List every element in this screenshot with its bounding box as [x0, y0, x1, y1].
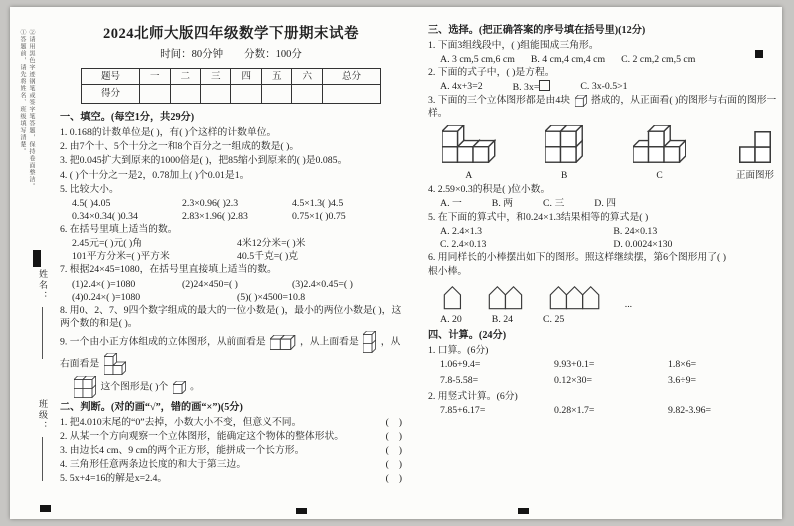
- oral-expr: 3.6÷9=: [668, 375, 697, 387]
- cube-view-top-icon: [363, 331, 376, 353]
- left-page: [60, 21, 402, 486]
- judge-text: 5. 5x+4=16的解是x=2.4。: [60, 473, 168, 485]
- score-header-cell: 三: [201, 69, 231, 85]
- front-view-label: 正面图形: [735, 170, 774, 181]
- fill-item-3: 3. 把0.045扩大到原来的1000倍是( )，把85缩小到原来的( )是0.085。: [60, 155, 348, 167]
- oral-expr: 7.8-5.58=: [440, 375, 479, 387]
- figure-label-a: A: [465, 170, 473, 181]
- time-score-line: 时间：80分钟 分数：100分: [160, 49, 302, 61]
- choice-q5: 5. 在下面的算式中，和0.24×1.3结果相等的算式是( ): [428, 211, 649, 223]
- choice-q3-text-b: 搭成的，从正面看( )的图形与右面的图形一样。: [428, 95, 777, 120]
- unit-expr: 40.5千克=( )克: [237, 251, 299, 263]
- compare-expr: 2.83×1.96( )2.83: [182, 210, 248, 222]
- answer-paren: ( ): [385, 473, 402, 485]
- answer-paren: ( ): [385, 430, 402, 442]
- oral-calc-row-1: [428, 358, 782, 371]
- judge-text: 4. 三角形任意两条边长度的和大于第三边。: [60, 459, 247, 471]
- vertical-expr: 7.85+6.17=: [440, 405, 486, 417]
- unit-expr: 2.45元=( )元( )角: [72, 238, 143, 250]
- choice-q3-figures: [442, 125, 774, 182]
- fill-item-8: 8. 用0、2、7、9四个数字组成的最大的一位小数是( )，最小的两位小数是( )，这两个数的和是( )。: [60, 304, 402, 329]
- answer-paren: ( ): [385, 416, 402, 428]
- compare-expr: 4.5( )4.05: [72, 197, 111, 209]
- compare-expr: 2.3×0.96( )2.3: [182, 197, 239, 209]
- judge-text: 3. 由边长4 cm、9 cm的两个正方形，能拼成一个长方形。: [60, 444, 305, 456]
- exam-title: 2024北师大版四年级数学下册期末试卷: [103, 26, 359, 42]
- cube-stack-b: [545, 125, 583, 163]
- option-b: B. 两: [491, 198, 514, 210]
- answer-paren: ( ): [385, 459, 402, 471]
- choice-q1: 1. 下面3组线段中，( )组能围成三角形。: [428, 39, 599, 51]
- compare-expr: 0.34×0.34( )0.34: [72, 210, 138, 222]
- option-a: A. 2.4×1.3: [440, 225, 482, 237]
- fill-item-2: 2. 由7个十、5个十分之一和8个百分之一组成的数是( )。: [60, 141, 300, 153]
- choice-q5-options-row2: [428, 238, 782, 251]
- oral-expr: 1.06+9.4=: [440, 359, 481, 371]
- name-field-line: [42, 307, 43, 359]
- score-empty-cell: [292, 85, 322, 104]
- option-c: C. 三: [543, 198, 565, 210]
- option-a: A. 4x+3=2: [440, 81, 483, 93]
- oral-expr: 9.93+0.1=: [554, 359, 595, 371]
- oral-calc-heading: 1. 口算。(6分): [428, 344, 489, 356]
- cube-diagram-c: [633, 125, 687, 182]
- derive-expr: (5)( )×4500=10.8: [237, 291, 306, 303]
- score-table-header-row: [82, 69, 381, 85]
- single-cube-icon: [173, 381, 186, 394]
- option-a: A. 3 cm,5 cm,6 cm: [440, 53, 515, 65]
- score-header-cell: 总分: [322, 69, 380, 85]
- score-header-cell: 四: [231, 69, 261, 85]
- cube-cluster-figure: [74, 376, 96, 398]
- compare-row-2: [60, 210, 402, 223]
- score-header-cell: 题号: [82, 69, 140, 85]
- ellipsis-text: ...: [624, 299, 633, 311]
- judge-text: 1. 把4.010末尾的“0”去掉，小数大小不变，但意义不同。: [60, 416, 302, 428]
- choice-q6-figures: [442, 281, 782, 311]
- fill-item-6: 6. 在括号里填上适当的数。: [60, 224, 178, 236]
- oral-expr: 1.8×6=: [668, 359, 697, 371]
- binding-mark: [518, 508, 529, 514]
- option-b: B. 24: [491, 314, 514, 326]
- answer-paren: ( ): [385, 444, 402, 456]
- score-header-cell: 五: [261, 69, 291, 85]
- unit-expr: 101平方分米=( )平方米: [72, 251, 170, 263]
- option-d: D. 0.0024×130: [613, 238, 673, 250]
- score-empty-cell: [170, 85, 200, 104]
- score-header-cell: 六: [292, 69, 322, 85]
- option-c: C. 3x-0.5>1: [580, 81, 628, 93]
- binding-mark: [296, 508, 307, 514]
- class-field-label: 班级：: [38, 399, 48, 432]
- oral-calc-row-2: [428, 374, 782, 387]
- compare-row-1: [60, 197, 402, 210]
- fill-item-1: 1. 0.168的计数单位是( )，有( )个这样的计数单位。: [60, 127, 277, 139]
- score-empty-cell: [231, 85, 261, 104]
- front-view-shape: [739, 131, 771, 163]
- cube-view-right-icon: [104, 353, 126, 375]
- choice-q6: 6. 用同样长的小棒摆出如下的图形。照这样继续摆，第6个图形用了( ): [428, 251, 726, 263]
- derive-expr: (3)2.4×0.45=( ): [292, 278, 353, 290]
- choice-q6-options: [428, 313, 782, 326]
- compare-expr: 4.5×1.3( )4.5: [292, 197, 344, 209]
- derive-row-1: [60, 278, 402, 291]
- option-c: C. 2 cm,2 cm,5 cm: [621, 53, 696, 65]
- score-empty-cell: [322, 85, 380, 104]
- vertical-calc-heading: 2. 用竖式计算。(6分): [428, 391, 518, 403]
- figure-label-c: C: [656, 170, 663, 181]
- exam-notice-2: ②请用黑色字迹钢笔或签字笔答题，保持卷面整洁。: [28, 29, 34, 190]
- fill-item-9-text-a: 9. 一个由小正方体组成的立体图形，从前面看是: [60, 336, 266, 348]
- name-field-label: 姓名：: [38, 269, 48, 302]
- fill-item-9-cont: [60, 376, 402, 398]
- exam-paper: [10, 7, 782, 519]
- unit-row-1: [60, 237, 402, 250]
- cube-stack-a: [442, 125, 496, 163]
- binding-mark: [755, 50, 763, 58]
- choice-q4: 4. 2.59×0.3的积是( )位小数。: [428, 184, 551, 196]
- figure-label-b: B: [560, 170, 568, 181]
- house-figure-1: [442, 281, 463, 311]
- binding-mark: [40, 505, 51, 512]
- option-b: [513, 80, 551, 94]
- option-c: C. 25: [543, 314, 565, 326]
- vertical-expr: 9.82-3.96=: [668, 405, 712, 417]
- cube-diagram-b: [545, 125, 583, 182]
- option-b: B. 4 cm,4 cm,4 cm: [530, 53, 606, 65]
- score-header-cell: 一: [140, 69, 170, 85]
- choice-q5-options-row1: [428, 225, 782, 238]
- cube-stack-c: [633, 125, 687, 163]
- option-b: B. 24×0.13: [613, 225, 658, 237]
- fill-item-9-text-c: ，从右面看是: [60, 336, 401, 370]
- binding-mark: [33, 250, 41, 267]
- judge-item-2: [60, 430, 402, 443]
- fill-item-9-period: 。: [190, 381, 200, 393]
- judge-item-4: [60, 458, 402, 471]
- vertical-expr: 0.28×1.7=: [554, 405, 595, 417]
- derive-expr: (2)24×450=( ): [182, 278, 238, 290]
- fill-item-4: 4. ( )个十分之一是2，0.78加上( )个0.01是1。: [60, 169, 250, 181]
- choice-q2-options: [428, 80, 782, 94]
- cube-view-front-icon: [270, 335, 295, 350]
- score-header-cell: 二: [170, 69, 200, 85]
- choice-q4-options: [428, 197, 782, 210]
- fill-item-9-text-d: 这个图形是( )个: [100, 381, 169, 393]
- exam-notice-1: ①答题前，请先将姓名、班级填写清楚。: [19, 29, 25, 155]
- score-empty-cell: [140, 85, 170, 104]
- score-row-label: 得分: [82, 85, 140, 104]
- class-field-line: [42, 437, 43, 481]
- section3-heading: 三、选择。(把正确答案的序号填在括号里)(12分): [428, 25, 646, 36]
- fill-item-9-text-b: ，从上面看是: [299, 336, 359, 348]
- cube-diagram-a: [442, 125, 496, 182]
- vertical-calc-row: [428, 404, 782, 417]
- house-figure-2: [487, 281, 524, 311]
- judge-item-3: [60, 444, 402, 457]
- option-a: A. 一: [440, 198, 462, 210]
- derive-row-2: [60, 291, 402, 304]
- derive-expr: (4)0.24×( )=1080: [72, 291, 141, 303]
- score-empty-cell: [261, 85, 291, 104]
- judge-text: 2. 从某一个方向观察一个立体图形，能确定这个物体的整体形状。: [60, 430, 345, 442]
- option-a: A. 20: [440, 314, 462, 326]
- option-b-text: B. 3x=: [512, 82, 540, 94]
- score-table: [81, 68, 381, 104]
- score-empty-cell: [201, 85, 231, 104]
- unit-expr: 4米12分米=( )米: [237, 238, 306, 250]
- house-figure-3: [548, 281, 601, 311]
- judge-item-1: [60, 416, 402, 429]
- blank-box-icon: [539, 80, 550, 91]
- fill-item-5: 5. 比较大小。: [60, 183, 119, 195]
- choice-q3-text-a: 3. 下面的三个立体图形都是由4块: [428, 95, 571, 107]
- single-cube-icon: [575, 95, 587, 107]
- section1-heading: 一、填空。(每空1分，共29分): [60, 112, 195, 124]
- right-page: [428, 21, 782, 421]
- score-value-row: [82, 85, 381, 104]
- oral-expr: 0.12×30=: [554, 375, 592, 387]
- unit-row-2: [60, 250, 402, 263]
- compare-expr: 0.75×1( )0.75: [292, 210, 346, 222]
- derive-expr: (1)2.4×( )=1080: [72, 278, 136, 290]
- option-c: C. 2.4×0.13: [440, 238, 487, 250]
- option-d: D. 四: [594, 198, 617, 210]
- fill-item-9: [60, 331, 402, 375]
- fill-item-7: 7. 根据24×45=1080，在括号里直接填上适当的数。: [60, 264, 277, 276]
- judge-item-5: [60, 472, 402, 485]
- choice-q6-cont: 根小棒。: [428, 266, 468, 278]
- section4-heading: 四、计算。(24分): [428, 330, 507, 342]
- front-view-diagram: [736, 131, 774, 182]
- choice-q1-options: [428, 53, 782, 66]
- section2-heading: 二、判断。(对的画“√”，错的画“×”)(5分): [60, 402, 243, 414]
- choice-q3: [428, 94, 782, 120]
- choice-q2: 2. 下面的式子中，( )是方程。: [428, 66, 555, 78]
